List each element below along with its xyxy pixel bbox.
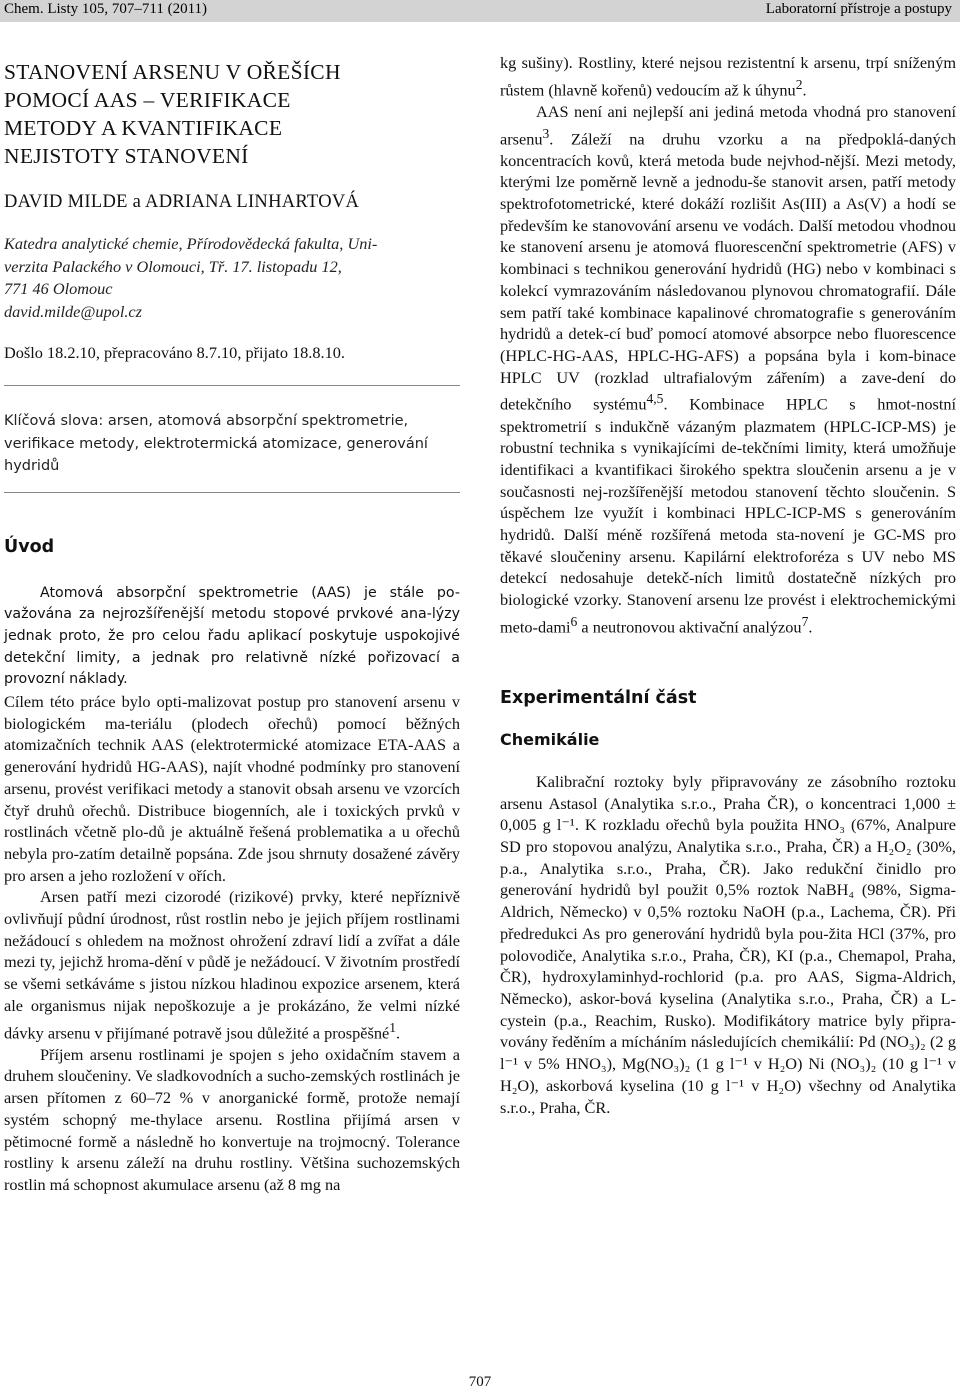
experimental-heading: Experimentální část [500,687,697,708]
citation-3: 3 [542,125,550,141]
title-line: METODY A KVANTIFIKACE [4,116,283,140]
running-header [0,0,960,22]
article-title [4,58,460,170]
citation-7: 7 [801,613,809,629]
email-link[interactable]: david.milde@upol.cz [4,301,142,321]
title-line: STANOVENÍ ARSENU V OŘEŠÍCH [4,60,341,84]
journal-citation: Chem. Listy 105, 707–711 (2011) [4,1,208,17]
keywords: Klíčová slova: arsen, atomová absorpční spektrometrie, verifikace metody, elektrotermická atomizace, generování hydridů [4,413,428,474]
authors: DAVID MILDE a ADRIANA LINHARTOVÁ [4,192,360,212]
chemicals-heading: Chemikálie [500,729,600,749]
right-paragraph-2: AAS není ani nejlepší ani jediná metoda vhodná pro stanovení arsenu$^3$. Záleží na druhu vzorku a na předpoklá-daných koncentracích kovů, která metoda bude nejvhod-nější. Mezi metody, kterými lze poměrně levně a jednodu-še stanovit arsen, patří metody spektrofotometrické, které dokáží rozlišit As(III) a As(V) a hodí se především ke stanovování arsenu ve vodách. Další metodou vhodnou ke stanovení arsenu je atomová fluorescenční spektrometrie (AFS) v kombinaci s technikou generování hydridů (HG) nebo v kombinaci s kolekcí vymrazováním následovanou plynovou chromatografií. Dále sem patří také kombinace kapalinové chromatografie s generováním hydridů a detek-cí buď pomocí atomové absorpce nebo fluorescence (HPLC-HG-AAS, HPLC-HG-AFS) a popsána byla i kom-binace HPLC UV (rozklad ultrafialovým zářením) a zave-dení do detekčního systému$^{4,5}$. Kombinace HPLC s hmot-nostní spektrometrií s indukčně vázaným plazmatem (HPLC-ICP-MS) je robustní technika s vynikajícími de-tekčními limity, která umožňuje identifikaci a kvantifikaci širokého spektra sloučenin arsenu a je v současnosti nej-rozšířenější metodou stanovení těchto sloučenin. S úspěchem lze využít i kombinaci HPLC-ICP-MS s generováním hydridů. Další méně rozšířená metoda sta-novení je GC-MS pro těkavé sloučeniny arsenu. Kapilární elektroforéza s UV nebo MS detekcí nedosahuje detekč-ních limitů dostatečně nízkých pro biologické vzorky. Stanovení arsenu lze provést i elektrochemickými meto-dami$^6$ a neutronovou aktivační analýzou$^7$. [500,101,957,637]
chemicals-paragraph [500,771,956,1118]
title-line: NEJISTOTY STANOVENÍ [4,144,249,168]
left-column [4,52,460,1196]
citation-6: 6 [570,613,578,629]
intro-paragraph-2-text: Arsen patří mezi cizorodé (rizikové) prvky, které nepříznivě ovlivňují půdní úrodnost, růst rostlin nebo je jejich příjem rostlinami nežádoucí s ohledem na možnost ohrožení zdraví lidí a zvířat a dále mezi ty, jejichž hroma-dění v půdě je nežádoucí. V životním prostředí se všemi setkáváme s jistou nízkou hladinou expozice arsenem, která ale organismus nijak nepoškozuje a je prokázáno, že velmi nízké dávky arsenu v přijímané potravě jsou důležité a prospěšné [4,887,460,1042]
citation-1: 1 [389,1019,396,1035]
right-paragraph-2-text-a: AAS není ani nejlepší ani jediná metoda vhodná pro stanovení arsenu [500,101,956,148]
intro-paragraph-1b [4,691,460,886]
page-number: 707 [468,1374,492,1390]
right-paragraph-1: kg sušiny). Rostliny, které nejsou rezistentní k arsenu, trpí sníženým růstem (hlavně kořenů) vedoucím až k úhynu$^2$. [500,53,956,100]
affiliation-line: 771 46 Olomouc [4,279,113,298]
affiliation [4,233,460,323]
right-paragraph-1-text: kg sušiny). Rostliny, které nejsou rezistentní k arsenu, trpí sníženým růstem (hlavně kořenů) vedoucím až k úhynu [500,53,956,100]
divider-bottom [4,492,460,493]
intro-heading: Úvod [4,536,55,557]
citation-2: 2 [795,76,803,92]
received-dates: Došlo 18.2.10, přepracováno 8.7.10, přijato 18.8.10. [4,343,345,362]
affiliation-line: Katedra analytické chemie, Přírodovědecká fakulta, Uni- [4,234,378,253]
intro-paragraph-1-text: Atomová absorpční spektrometrie (AAS) je stále po-važována za nejrozšířenější metodu stopové prvkové ana-lýzy jednak proto, že pro celou řadu aplikací poskytuje uspokojivé detekční limity, a jednak pro relativně nízké pořizovací a provozní náklady. [4,584,460,688]
divider-top [4,385,460,386]
right-column [500,52,956,1118]
affiliation-line: verzita Palackého v Olomouci, Tř. 17. listopadu 12, [4,256,342,276]
right-paragraph-2-text-b: . Záleží na druhu vzorku a na předpoklá-daných koncentracích kovů, která metoda bude nejvhod-nější. Mezi metody, kterými lze poměrně levně a jednodu-še stanovit arsen, patří metody spektrofotometrické, které dokáží rozlišit As(III) a As(V) a hodí se především ke stanovování arsenu ve vodách. Další metodou vhodnou ke stanovení arsenu je atomová fluorescenční spektrometrie (AFS) v kombinaci s technikou generování hydridů (HG) nebo v kombinaci s kolekcí vymrazováním následovanou plynovou chromatografií. Dále sem patří také kombinace kapalinové chromatografie s generováním hydridů a detek-cí buď pomocí atomové absorpce nebo fluorescence (HPLC-HG-AAS, HPLC-HG-AFS) a popsána byla i kom-binace HPLC UV (rozklad ultrafialovým zářením) a zave-dení do detekčního systému [500,128,956,414]
chemicals-paragraph-text: Kalibrační roztoky byly připravovány ze zásobního roztoku arsenu Astasol (Analytika s.r.o., Praha ČR), o koncentraci 1,000 ± 0,005 g l⁻¹. K rozkladu ořechů byla použita HNO₃ (67%, Analpure SD pro stopovou analýzu, Analytika s.r.o., Praha, ČR) a H₂O₂ (30%, p.a., Analytika s.r.o., Praha, ČR). Jako redukční činidlo pro generování hydridů byl použit 0,5% roztok NaBH₄ (98%, Sigma-Aldrich, Německo) v 0,5% roztoku NaOH (p.a., Lachema, ČR). Při předredukci As pro generování hydridů byla pou-žita HCl (37%, pro polovodiče, Analytika s.r.o., Praha, ČR), KI (p.a., Chemapol, Praha, ČR), hydroxylaminhyd-rochlorid (p.a. pro AAS, Sigma-Aldrich, Německo), askor-bová kyselina (Analytika s.r.o., Praha, ČR) a L-cystein (p.a., Reachim, Rusko). Modifikátory matrice byly připra-vovány ředěním a mícháním následujících chemikálií: Pd (NO₃)₂ (2 g l⁻¹ v 5% HNO₃), Mg(NO₃)₂ (1 g l⁻¹ v H₂O) Ni (NO₃)₂ (10 g l⁻¹ v H₂O), askorbová kyselina (10 g l⁻¹ v H₂O) všechny od Analytika s.r.o., Praha, ČR. [500,771,956,1117]
right-paragraph-2-text-d: a neutronovou aktivační analýzou [577,617,802,637]
right-paragraph-2-text-c: . Kombinace HPLC s hmot-nostní spektrometrií s indukčně vázaným plazmatem (HPLC-ICP-MS) je robustní technika s vynikajícími de-tekčními limity, která umožňuje identifikaci a kvantifikaci širokého spektra sloučenin arsenu a je v současnosti nej-rozšířenější metodou stanovení těchto sloučenin. S úspěchem lze využít i kombinaci HPLC-ICP-MS s generováním hydridů. Další méně rozšířená metoda sta-novení je GC-MS pro těkavé sloučeniny arsenu. Kapilární elektroforéza s UV nebo MS detekcí nedosahuje detekč-ních limitů dostatečně nízkých pro biologické vzorky. Stanovení arsenu lze provést i elektrochemickými meto-dami [500,394,957,637]
section-name: Laboratorní přístroje a postupy [765,1,952,17]
intro-paragraph-1 [4,583,460,692]
intro-paragraph-2: Arsen patří mezi cizorodé (rizikové) prvky, které nepříznivě ovlivňují půdní úrodnost, růst rostlin nebo je jejich příjem rostlinami nežádoucí s ohledem na možnost ohrožení zdraví lidí a zvířat a dále mezi ty, jejichž hroma-dění v půdě je nežádoucí. V životním prostředí se všemi setkáváme s jistou nízkou hladinou expozice arsenem, která ale organismus nijak nepoškozuje a je prokázáno, že velmi nízké dávky arsenu v přijímané potravě jsou důležité a prospěšné$^1$. [4,887,460,1042]
title-line: POMOCÍ AAS – VERIFIKACE [4,88,291,112]
citation-4-5: 4,5 [646,391,664,407]
intro-paragraph-3 [4,1044,460,1196]
intro-paragraph-3-text: Příjem arsenu rostlinami je spojen s jeho oxidačním stavem a druhem sloučeniny. Ve sladkovodních a sucho-zemských rostlinách je arsen přítomen z 60–72 % v anorganické formě, protože nemají systém schopný me-thylace arsenu. Rostlina přijímá arsen v pětimocné formě a následně ho konvertuje na trojmocný. Tolerance rostliny k arsenu záleží na druhu rostliny. Většina suchozemských rostlin má schopnost akumulace arsenu (až 8 mg na [4,1044,460,1194]
intro-paragraph-1b-text: Cílem této práce bylo opti-malizovat postup pro stanovení arsenu v biologickém ma-teriálu (plodech ořechů) pomocí běžných atomizačních technik AAS (elektrotermické atomizace ETA-AAS a generování hydridů HG-AAS), najít vhodné podmínky pro stanovení arsenu, provést verifikaci metody a stanovit obsah arsenu ve vzorcích čtyř druhů ořechů. Distribuce biogenních, ale i toxických prvků v rostlinách včetně plo-dů je aktuálně řešená problematika a u ořechů nebyla pro-zatím detailně popsána. Zde jsou shrnuty dosažené závěry pro arsen a jeho rozložení v ořích. [4,692,460,885]
